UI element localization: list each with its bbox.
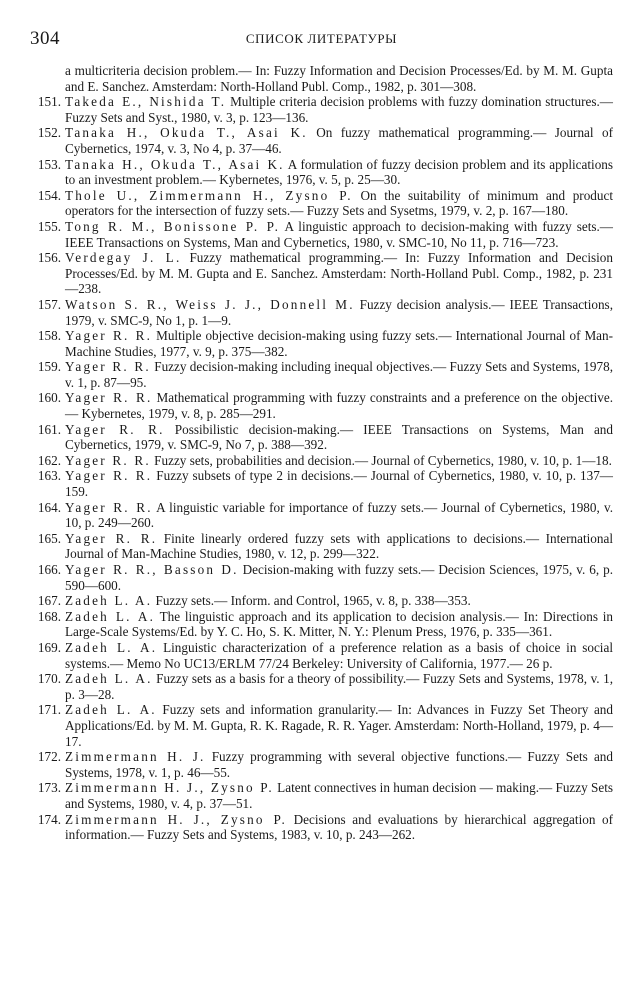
reference-number: 155. (37, 218, 61, 234)
reference-text: Linguistic characterization of a preference relation as a basis of choice in social systems.— Memo No UC13/ERLM 77/24 Berkeley: University of California, 1977.— 26 p. (65, 639, 613, 671)
reference-authors: Tanaka H., Okuda T., Asai K. (65, 125, 308, 141)
running-head: СПИСОК ЛИТЕРАТУРЫ (245, 31, 398, 46)
reference-text: Fuzzy sets.— Inform. and Control, 1965, v. 8, p. 338—353. (152, 593, 471, 609)
reference-number: 164. (37, 499, 61, 515)
reference-item (30, 125, 613, 156)
reference-authors: Zadeh L. A. (65, 639, 158, 655)
reference-text: On the suitability of minimum and product operators for the intersection of fuzzy sets.— Fuzzy Sets and Sysetms, 1979, v. 2, p. 167—180. (65, 187, 614, 219)
reference-authors: Zadeh L. A. (65, 593, 153, 609)
reference-continuation: a multicriteria decision problem.— In: Fuzzy Information and Decision Processes/Ed. by M. M. Gupta and E. Sanchez. Amsterdam: North-Holland Publ. Comp., 1982, p. 301—308. (65, 63, 613, 94)
reference-text: Fuzzy sets and information granularity.— In: Advances in Fuzzy Set Theory and Applications/Ed. by M. M. Gupta, R. K. Ragade, R. R. Yager. Amsterdam: North-Holland, 1979, p. 4—17. (65, 702, 613, 749)
reference-text: Decision-making with fuzzy sets.— Decision Sciences, 1975, v. 6, p. 590—600. (65, 562, 613, 593)
reference-authors: Yager R. R. (65, 390, 153, 406)
reference-item (30, 157, 613, 188)
reference-number: 174. (37, 811, 61, 827)
page-header (30, 28, 613, 50)
reference-text: Finite linearly ordered fuzzy sets with applications to decisions.— International Journal of Man-Machine Studies, 1980, v. 12, p. 299—322. (65, 530, 613, 562)
reference-text: Fuzzy subsets of type 2 in decisions.— Journal of Cybernetics, 1980, v. 10, p. 137—159. (65, 468, 613, 500)
reference-list (30, 63, 613, 843)
reference-authors: Zadeh L. A. (65, 608, 156, 624)
reference-item (30, 390, 613, 421)
reference-authors: Yager R. R., Basson D. (65, 562, 239, 577)
reference-authors: Zimmermann H. J., Zysno P. (65, 811, 288, 827)
reference-number: 163. (37, 468, 61, 484)
reference-item (30, 468, 613, 499)
reference-authors: Tong R. M., Bonissone P. P. (65, 218, 281, 234)
reference-authors: Thole U., Zimmermann H., Zysno P. (65, 187, 353, 203)
reference-item (30, 94, 613, 125)
reference-authors: Yager R. R. (65, 530, 158, 546)
reference-item (30, 640, 613, 671)
reference-text: Fuzzy sets as a basis for a theory of possibility.— Fuzzy Sets and Systems, 1978, v. 1, p. 3—28. (65, 671, 613, 702)
reference-item (30, 188, 613, 219)
reference-number: 153. (37, 156, 61, 172)
reference-item (30, 250, 613, 297)
reference-authors: Yager R. R. (65, 359, 151, 375)
reference-item (30, 328, 613, 359)
reference-item (30, 593, 613, 609)
reference-text: Multiple objective decision-making using fuzzy sets.— International Journal of Man-Machine Studies, 1977, v. 9, p. 375—382. (65, 328, 614, 359)
reference-number: 170. (37, 671, 61, 687)
reference-authors: Zadeh L. A. (65, 671, 153, 687)
reference-text: Mathematical programming with fuzzy constraints and a preference on the objective.— Kybernetes, 1979, v. 8, p. 285—291. (65, 390, 613, 422)
reference-number: 173. (37, 780, 61, 796)
reference-number: 156. (37, 250, 61, 266)
reference-number: 169. (37, 639, 61, 655)
reference-number: 165. (37, 530, 61, 546)
reference-authors: Tanaka H., Okuda T., Asai K. (65, 156, 285, 172)
reference-authors: Yager R. R. (65, 468, 153, 484)
reference-authors: Zimmermann H. J. (65, 749, 206, 765)
reference-item (30, 671, 613, 702)
reference-text: On fuzzy mathematical programming.— Journal of Cybernetics, 1974, v. 3, No 4, p. 37—46. (65, 125, 614, 156)
reference-text: Multiple criteria decision problems with fuzzy domination structures.— Fuzzy Sets and Syst., 1980, v. 3, p. 123—136. (65, 94, 613, 125)
reference-item (30, 453, 613, 469)
reference-authors: Yager R. R. (65, 328, 153, 344)
reference-text: Possibilistic decision-making.— IEEE Transactions on Systems, Man and Cybernetics, 1979, v. SMC-9, No 7, p. 388—392. (65, 421, 613, 453)
reference-number: 172. (37, 749, 61, 765)
reference-item (30, 562, 613, 593)
reference-item (30, 297, 613, 328)
reference-text: Fuzzy decision analysis.— IEEE Transactions, 1979, v. SMC-9, No 1, p. 1—9. (65, 296, 613, 328)
reference-text: A linguistic variable for importance of fuzzy sets.— Journal of Cybernetics, 1980, v. 10, p. 249—260. (65, 499, 614, 531)
reference-item (30, 422, 613, 453)
reference-text: Fuzzy decision-making including inequal objectives.— Fuzzy Sets and Systems, 1978, v. 1, p. 87—95. (65, 359, 614, 390)
reference-number: 157. (37, 296, 61, 312)
reference-number: 168. (37, 608, 61, 624)
reference-text: Fuzzy programming with several objective functions.— Fuzzy Sets and Systems, 1978, v. 1, p. 46—55. (65, 749, 613, 780)
reference-item (30, 500, 613, 531)
reference-item (30, 780, 613, 811)
reference-number: 171. (37, 702, 61, 718)
reference-authors: Yager R. R. (65, 421, 165, 437)
reference-text: The linguistic approach and its application to decision analysis.— In: Directions in Large-Scale Systems/Ed. by Y. C. Ho, S. K. Mitter, N. Y.: Plenum Press, 1976, p. 335—361. (65, 608, 613, 640)
reference-number: 167. (37, 593, 61, 609)
page-number: 304 (30, 28, 60, 49)
reference-text: Latent connectives in human decision — making.— Fuzzy Sets and Systems, 1980, v. 4, p. 37—51. (65, 780, 613, 811)
reference-authors: Yager R. R. (65, 452, 151, 468)
reference-number: 159. (37, 359, 61, 375)
reference-number: 152. (37, 125, 61, 141)
reference-items (30, 94, 613, 843)
reference-authors: Verdegay J. L. (65, 250, 182, 266)
reference-authors: Watson S. R., Weiss J. J., Donnell M. (65, 296, 355, 312)
reference-number: 161. (37, 421, 61, 437)
reference-text: A linguistic approach to decision-making with fuzzy sets.— IEEE Transactions on Systems, Man and Cybernetics, 1980, v. SMC-10, No 11, p. 716—723. (65, 218, 613, 250)
reference-item (30, 702, 613, 749)
reference-text: Decisions and evaluations by hierarchical aggregation of information.— Fuzzy Sets and Systems, 1983, v. 10, p. 243—262. (65, 811, 613, 843)
reference-item (30, 812, 613, 843)
reference-text: Fuzzy sets, probabilities and decision.— Journal of Cybernetics, 1980, v. 10, p. 1—18. (150, 452, 612, 468)
reference-item (30, 219, 613, 250)
reference-item (30, 749, 613, 780)
reference-authors: Zadeh L. A. (65, 702, 157, 718)
reference-authors: Zimmermann H. J., Zysno P. (65, 780, 274, 796)
reference-text: Fuzzy mathematical programming.— In: Fuzzy Information and Decision Processes/Ed. by M. M. Gupta and E. Sanchez. Amsterdam: North-Holland Publ. Comp., 1982, p. 231—238. (65, 250, 613, 297)
reference-authors: Yager R. R. (65, 499, 153, 515)
reference-text: A formulation of fuzzy decision problem and its applications to an investment problem.— Kybernetes, 1976, v. 5, p. 25—30. (65, 156, 614, 188)
reference-number: 151. (37, 94, 61, 110)
reference-number: 160. (37, 390, 61, 406)
reference-item (30, 609, 613, 640)
reference-number: 162. (37, 452, 61, 468)
reference-authors: Takeda E., Nishida T. (65, 94, 227, 110)
reference-item (30, 359, 613, 390)
reference-item (30, 531, 613, 562)
reference-number: 166. (37, 562, 61, 577)
reference-number: 158. (37, 328, 61, 344)
reference-number: 154. (37, 187, 61, 203)
